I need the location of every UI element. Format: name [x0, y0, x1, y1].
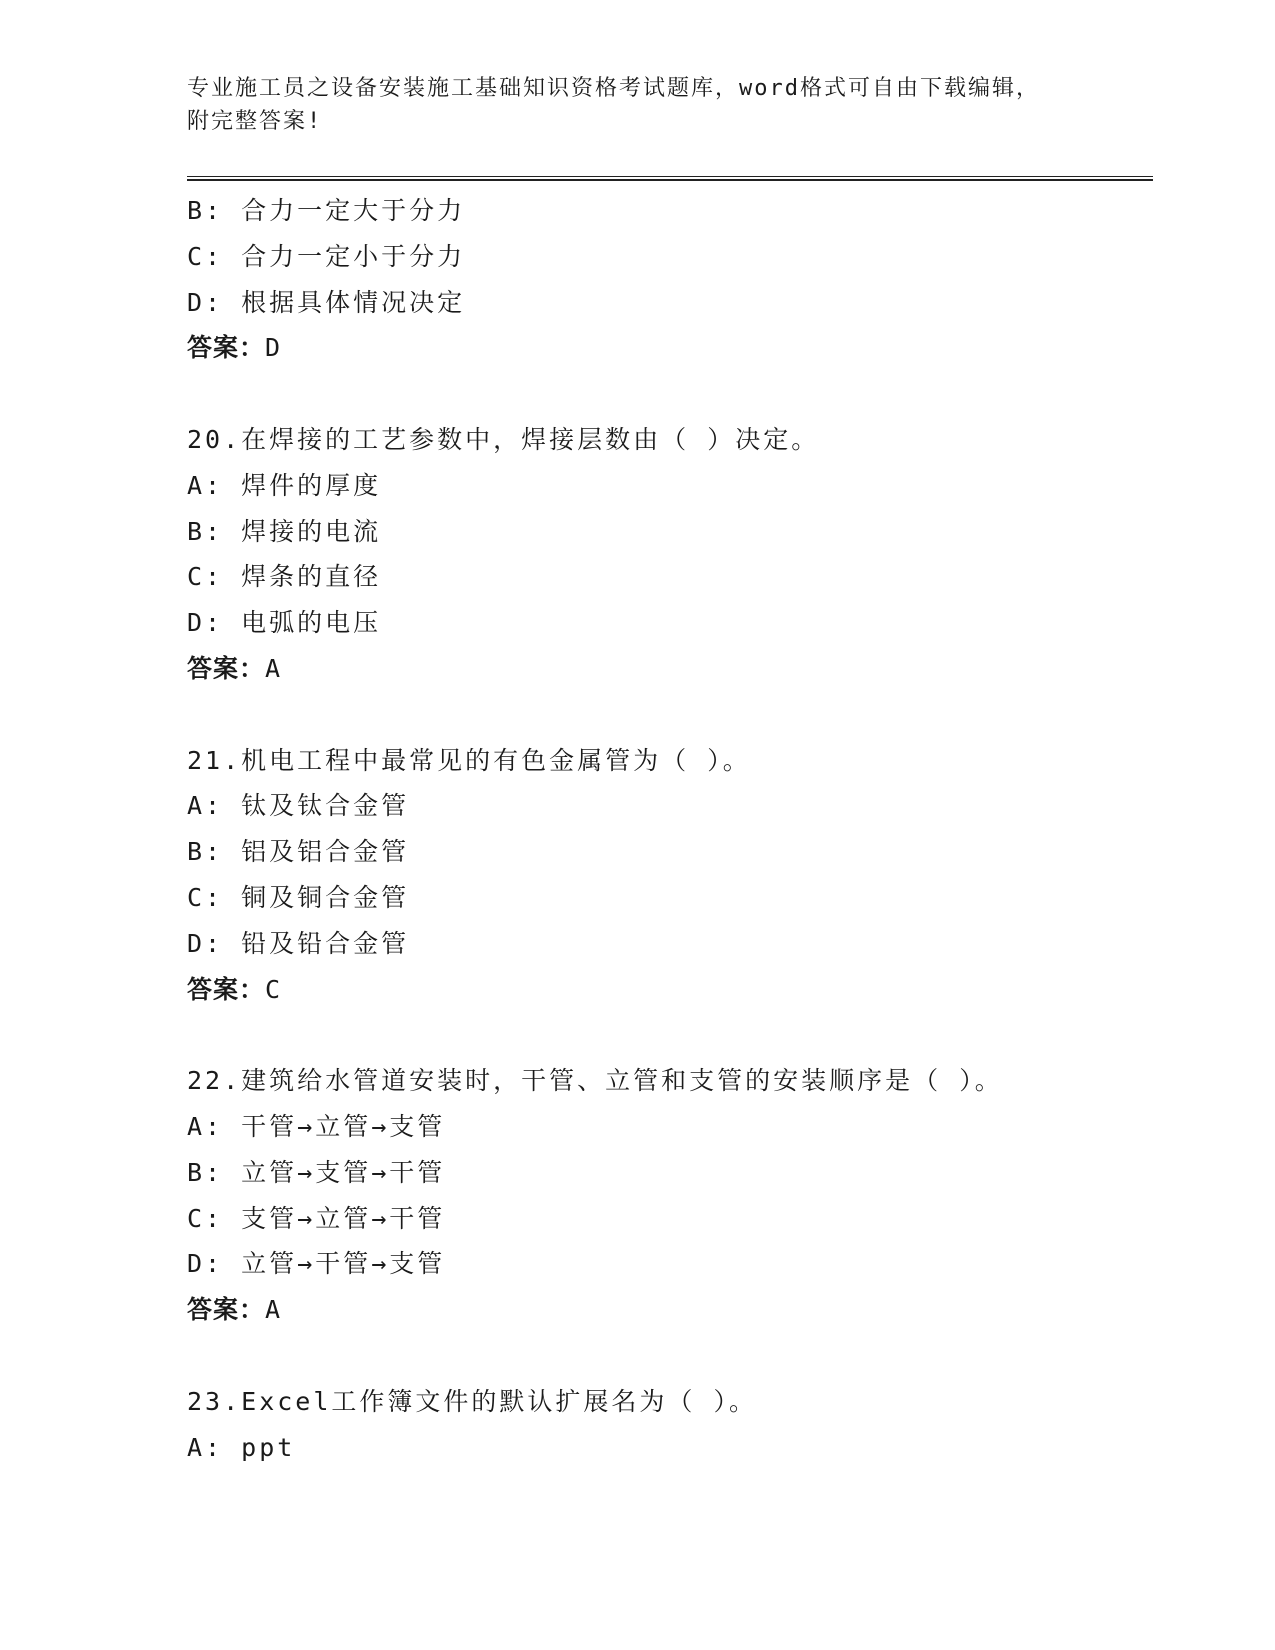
question-stem: 22.建筑给水管道安装时，干管、立管和支管的安装顺序是（ ）。	[187, 1066, 1003, 1096]
answer-line	[187, 646, 1153, 692]
question-23	[187, 1379, 1153, 1471]
answer-value: A	[265, 1295, 282, 1325]
option-d: D: 立管→干管→支管	[187, 1249, 446, 1279]
answer-line	[187, 325, 1153, 371]
spacer	[187, 371, 1153, 417]
question-stem: 23.Excel工作簿文件的默认扩展名为（ ）。	[187, 1386, 757, 1416]
option-b: B: 焊接的电流	[187, 516, 382, 546]
answer-value: A	[265, 653, 282, 683]
spacer	[187, 1012, 1153, 1058]
question-21	[187, 738, 1153, 1013]
option-c: C: 支管→立管→干管	[187, 1203, 446, 1233]
header-divider	[187, 176, 1153, 181]
option-d: D: 根据具体情况决定	[187, 287, 466, 317]
answer-line	[187, 1287, 1153, 1333]
option-d: D: 铅及铅合金管	[187, 928, 410, 958]
question-22	[187, 1058, 1153, 1333]
answer-value: C	[265, 974, 282, 1004]
question-19	[187, 188, 1153, 371]
answer-label: 答案：	[187, 974, 266, 1004]
header-line-1: 专业施工员之设备安装施工基础知识资格考试题库，word格式可自由下载编辑，	[187, 76, 1040, 101]
option-a: A: 干管→立管→支管	[187, 1111, 446, 1141]
option-a: A: 焊件的厚度	[187, 470, 382, 500]
answer-value: D	[265, 333, 282, 363]
question-stem: 21.机电工程中最常见的有色金属管为（ ）。	[187, 745, 751, 775]
option-b: B: 合力一定大于分力	[187, 196, 466, 225]
option-b: B: 立管→支管→干管	[187, 1157, 446, 1187]
answer-label: 答案：	[187, 333, 266, 363]
option-c: C: 合力一定小于分力	[187, 241, 466, 271]
question-20	[187, 417, 1153, 692]
option-c: C: 焊条的直径	[187, 562, 382, 592]
answer-label: 答案：	[187, 653, 266, 683]
question-stem: 20.在焊接的工艺参数中，焊接层数由（ ）决定。	[187, 424, 820, 454]
answer-line	[187, 967, 1153, 1013]
spacer	[187, 692, 1153, 738]
question-list	[187, 188, 1153, 1470]
option-a: A: 钛及钛合金管	[187, 791, 410, 821]
header-line-2: 附完整答案!	[187, 109, 323, 134]
option-d: D: 电弧的电压	[187, 608, 382, 638]
document-header	[187, 72, 1087, 138]
option-b: B: 铝及铝合金管	[187, 837, 410, 867]
option-a: A: ppt	[187, 1432, 296, 1462]
option-c: C: 铜及铜合金管	[187, 882, 410, 912]
answer-label: 答案：	[187, 1295, 266, 1325]
spacer	[187, 1333, 1153, 1379]
